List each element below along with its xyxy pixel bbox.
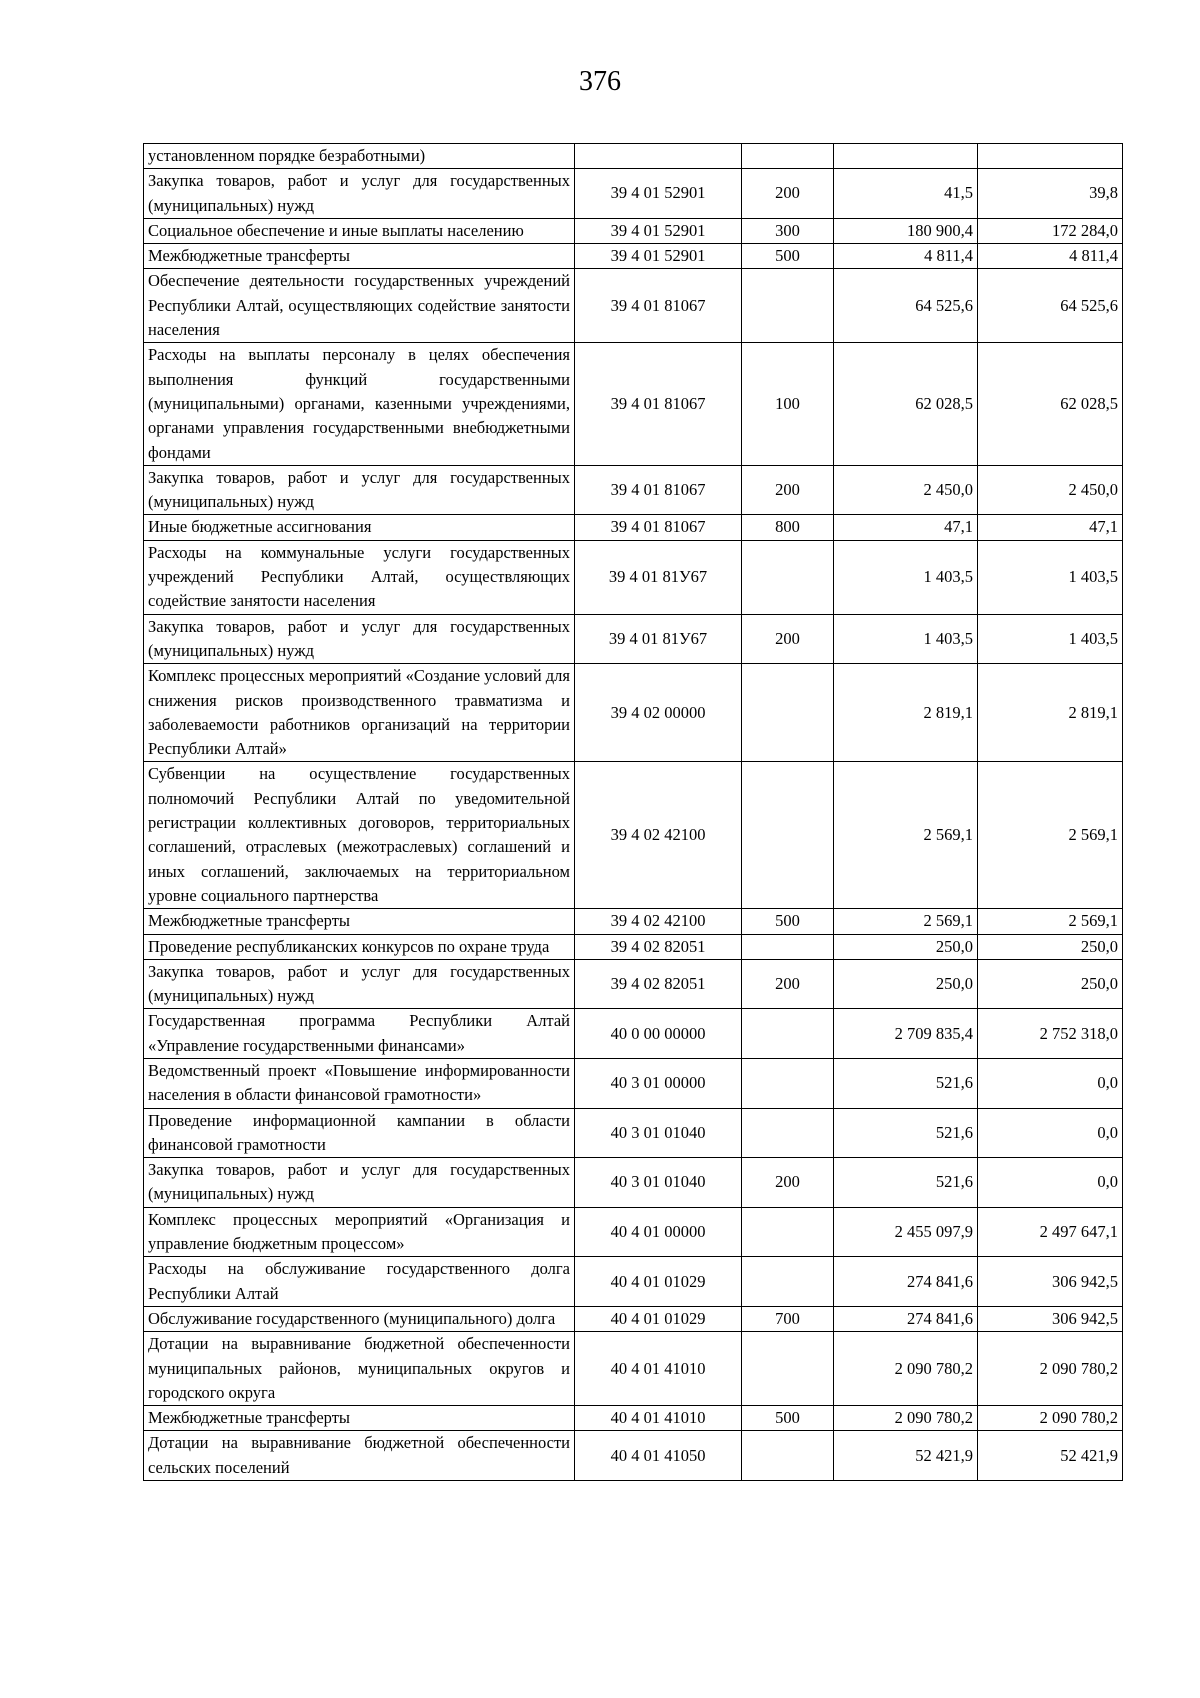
row-amount-second-cell: 2 819,1 [978, 664, 1123, 762]
row-expense-type-cell [742, 1009, 834, 1059]
row-amount-second-cell: 172 284,0 [978, 218, 1123, 243]
table-row [144, 269, 1123, 343]
row-amount-first-cell: 4 811,4 [834, 244, 978, 269]
row-expense-type-cell: 200 [742, 1158, 834, 1208]
row-name-cell: Дотации на выравнивание бюджетной обеспеченности сельских поселений [144, 1431, 575, 1481]
row-expense-type-cell: 200 [742, 959, 834, 1009]
row-code-cell: 39 4 01 81У67 [575, 540, 742, 614]
table-row [144, 664, 1123, 762]
row-code-cell: 39 4 02 42100 [575, 909, 742, 934]
row-amount-first-cell: 2 450,0 [834, 465, 978, 515]
row-expense-type-cell [742, 1058, 834, 1108]
row-amount-first-cell: 250,0 [834, 959, 978, 1009]
row-amount-first-cell: 521,6 [834, 1108, 978, 1158]
table-row [144, 1108, 1123, 1158]
row-amount-second-cell: 2 569,1 [978, 909, 1123, 934]
table-row [144, 1431, 1123, 1481]
row-code-cell: 39 4 01 81067 [575, 515, 742, 540]
row-amount-second-cell [978, 144, 1123, 169]
row-expense-type-cell: 200 [742, 614, 834, 664]
table-row [144, 1058, 1123, 1108]
row-expense-type-cell: 200 [742, 169, 834, 219]
row-code-cell: 40 3 01 01040 [575, 1108, 742, 1158]
row-name-cell: Расходы на обслуживание государственного долга Республики Алтай [144, 1257, 575, 1307]
row-name-cell: Дотации на выравнивание бюджетной обеспеченности муниципальных районов, муниципальных округов и городского округа [144, 1332, 575, 1406]
table-row [144, 762, 1123, 909]
row-name-cell: Межбюджетные трансферты [144, 244, 575, 269]
row-amount-first-cell: 180 900,4 [834, 218, 978, 243]
row-amount-first-cell: 64 525,6 [834, 269, 978, 343]
row-amount-first-cell: 521,6 [834, 1158, 978, 1208]
row-expense-type-cell: 300 [742, 218, 834, 243]
table-row [144, 1009, 1123, 1059]
row-name-cell: Проведение информационной кампании в области финансовой грамотности [144, 1108, 575, 1158]
row-name-cell: Государственная программа Республики Алтай «Управление государственными финансами» [144, 1009, 575, 1059]
row-amount-second-cell: 0,0 [978, 1108, 1123, 1158]
row-code-cell: 40 4 01 41050 [575, 1431, 742, 1481]
row-code-cell: 40 4 01 01029 [575, 1257, 742, 1307]
row-amount-second-cell: 64 525,6 [978, 269, 1123, 343]
row-amount-first-cell: 2 090 780,2 [834, 1332, 978, 1406]
row-expense-type-cell [742, 664, 834, 762]
row-name-cell: Расходы на выплаты персоналу в целях обеспечения выполнения функций государственными (муниципальными) органами, казенными учреждениями, органами управления государственными внебюджетными фондами [144, 343, 575, 465]
row-amount-first-cell: 2 819,1 [834, 664, 978, 762]
row-code-cell: 39 4 02 00000 [575, 664, 742, 762]
row-code-cell: 39 4 01 81067 [575, 343, 742, 465]
row-amount-first-cell: 2 709 835,4 [834, 1009, 978, 1059]
row-amount-second-cell: 1 403,5 [978, 540, 1123, 614]
row-amount-second-cell: 0,0 [978, 1158, 1123, 1208]
row-amount-first-cell: 1 403,5 [834, 614, 978, 664]
row-amount-second-cell: 62 028,5 [978, 343, 1123, 465]
row-amount-second-cell: 2 497 647,1 [978, 1207, 1123, 1257]
row-expense-type-cell [742, 762, 834, 909]
row-name-cell: Комплекс процессных мероприятий «Организация и управление бюджетным процессом» [144, 1207, 575, 1257]
row-expense-type-cell: 500 [742, 244, 834, 269]
row-expense-type-cell: 800 [742, 515, 834, 540]
row-expense-type-cell [742, 1332, 834, 1406]
row-expense-type-cell [742, 1108, 834, 1158]
table-row [144, 144, 1123, 169]
row-amount-second-cell: 47,1 [978, 515, 1123, 540]
table-row [144, 1158, 1123, 1208]
row-amount-second-cell: 306 942,5 [978, 1306, 1123, 1331]
row-code-cell: 39 4 01 81067 [575, 465, 742, 515]
row-name-cell: Социальное обеспечение и иные выплаты населению [144, 218, 575, 243]
table-row [144, 1257, 1123, 1307]
table-row [144, 1406, 1123, 1431]
table-row [144, 540, 1123, 614]
row-name-cell: Закупка товаров, работ и услуг для государственных (муниципальных) нужд [144, 169, 575, 219]
row-amount-first-cell: 2 455 097,9 [834, 1207, 978, 1257]
row-name-cell: Обеспечение деятельности государственных учреждений Республики Алтай, осуществляющих содействие занятости населения [144, 269, 575, 343]
row-code-cell [575, 144, 742, 169]
row-code-cell: 40 4 01 41010 [575, 1406, 742, 1431]
table-row [144, 169, 1123, 219]
row-amount-first-cell: 1 403,5 [834, 540, 978, 614]
table-body [144, 144, 1123, 1481]
row-amount-first-cell [834, 144, 978, 169]
table-row [144, 465, 1123, 515]
page-number: 376 [579, 66, 621, 97]
row-code-cell: 40 0 00 00000 [575, 1009, 742, 1059]
row-amount-first-cell: 2 090 780,2 [834, 1406, 978, 1431]
row-amount-second-cell: 4 811,4 [978, 244, 1123, 269]
row-expense-type-cell: 500 [742, 909, 834, 934]
row-amount-first-cell: 52 421,9 [834, 1431, 978, 1481]
row-amount-second-cell: 39,8 [978, 169, 1123, 219]
table-row [144, 614, 1123, 664]
table-row [144, 934, 1123, 959]
row-amount-second-cell: 2 090 780,2 [978, 1332, 1123, 1406]
row-code-cell: 39 4 02 82051 [575, 934, 742, 959]
row-amount-second-cell: 306 942,5 [978, 1257, 1123, 1307]
row-expense-type-cell: 700 [742, 1306, 834, 1331]
row-amount-second-cell: 250,0 [978, 934, 1123, 959]
table-row [144, 1306, 1123, 1331]
row-amount-first-cell: 62 028,5 [834, 343, 978, 465]
row-amount-second-cell: 250,0 [978, 959, 1123, 1009]
row-amount-second-cell: 2 752 318,0 [978, 1009, 1123, 1059]
row-amount-first-cell: 274 841,6 [834, 1306, 978, 1331]
row-expense-type-cell: 200 [742, 465, 834, 515]
row-expense-type-cell [742, 540, 834, 614]
row-code-cell: 40 4 01 00000 [575, 1207, 742, 1257]
row-amount-first-cell: 2 569,1 [834, 762, 978, 909]
table-row [144, 244, 1123, 269]
table-row [144, 218, 1123, 243]
row-amount-first-cell: 2 569,1 [834, 909, 978, 934]
row-expense-type-cell [742, 269, 834, 343]
row-name-cell: Иные бюджетные ассигнования [144, 515, 575, 540]
row-expense-type-cell [742, 934, 834, 959]
table-row [144, 959, 1123, 1009]
row-name-cell: Проведение республиканских конкурсов по охране труда [144, 934, 575, 959]
row-amount-second-cell: 2 450,0 [978, 465, 1123, 515]
row-name-cell: Межбюджетные трансферты [144, 1406, 575, 1431]
row-code-cell: 39 4 01 52901 [575, 169, 742, 219]
row-code-cell: 40 3 01 01040 [575, 1158, 742, 1208]
row-expense-type-cell [742, 1257, 834, 1307]
row-expense-type-cell: 500 [742, 1406, 834, 1431]
row-name-cell: Закупка товаров, работ и услуг для государственных (муниципальных) нужд [144, 1158, 575, 1208]
row-expense-type-cell [742, 1431, 834, 1481]
table-row [144, 343, 1123, 465]
row-code-cell: 40 3 01 00000 [575, 1058, 742, 1108]
row-name-cell: Закупка товаров, работ и услуг для государственных (муниципальных) нужд [144, 465, 575, 515]
row-name-cell: Ведомственный проект «Повышение информированности населения в области финансовой грамотности» [144, 1058, 575, 1108]
table-row [144, 1207, 1123, 1257]
row-amount-second-cell: 52 421,9 [978, 1431, 1123, 1481]
row-code-cell: 39 4 02 82051 [575, 959, 742, 1009]
row-amount-first-cell: 274 841,6 [834, 1257, 978, 1307]
row-code-cell: 39 4 01 52901 [575, 244, 742, 269]
row-name-cell: установленном порядке безработными) [144, 144, 575, 169]
row-amount-second-cell: 2 090 780,2 [978, 1406, 1123, 1431]
row-name-cell: Субвенции на осуществление государственных полномочий Республики Алтай по уведомительной регистрации коллективных договоров, территориальных соглашений, отраслевых (межотраслевых) соглашений и иных соглашений, заключаемых на территориальном уровне социального партнерства [144, 762, 575, 909]
row-name-cell: Закупка товаров, работ и услуг для государственных (муниципальных) нужд [144, 959, 575, 1009]
table-row [144, 909, 1123, 934]
row-code-cell: 40 4 01 01029 [575, 1306, 742, 1331]
row-expense-type-cell: 100 [742, 343, 834, 465]
budget-table [143, 143, 1123, 1481]
row-code-cell: 39 4 01 52901 [575, 218, 742, 243]
row-amount-first-cell: 250,0 [834, 934, 978, 959]
row-code-cell: 40 4 01 41010 [575, 1332, 742, 1406]
row-name-cell: Межбюджетные трансферты [144, 909, 575, 934]
row-name-cell: Обслуживание государственного (муниципального) долга [144, 1306, 575, 1331]
table-row [144, 1332, 1123, 1406]
row-amount-first-cell: 521,6 [834, 1058, 978, 1108]
row-amount-second-cell: 1 403,5 [978, 614, 1123, 664]
row-amount-first-cell: 41,5 [834, 169, 978, 219]
row-amount-first-cell: 47,1 [834, 515, 978, 540]
row-amount-second-cell: 2 569,1 [978, 762, 1123, 909]
row-code-cell: 39 4 02 42100 [575, 762, 742, 909]
row-expense-type-cell [742, 1207, 834, 1257]
row-name-cell: Комплекс процессных мероприятий «Создание условий для снижения рисков производственного травматизма и заболеваемости работников организаций на территории Республики Алтай» [144, 664, 575, 762]
row-expense-type-cell [742, 144, 834, 169]
row-amount-second-cell: 0,0 [978, 1058, 1123, 1108]
row-name-cell: Расходы на коммунальные услуги государственных учреждений Республики Алтай, осуществляющих содействие занятости населения [144, 540, 575, 614]
row-code-cell: 39 4 01 81067 [575, 269, 742, 343]
row-code-cell: 39 4 01 81У67 [575, 614, 742, 664]
table-row [144, 515, 1123, 540]
row-name-cell: Закупка товаров, работ и услуг для государственных (муниципальных) нужд [144, 614, 575, 664]
